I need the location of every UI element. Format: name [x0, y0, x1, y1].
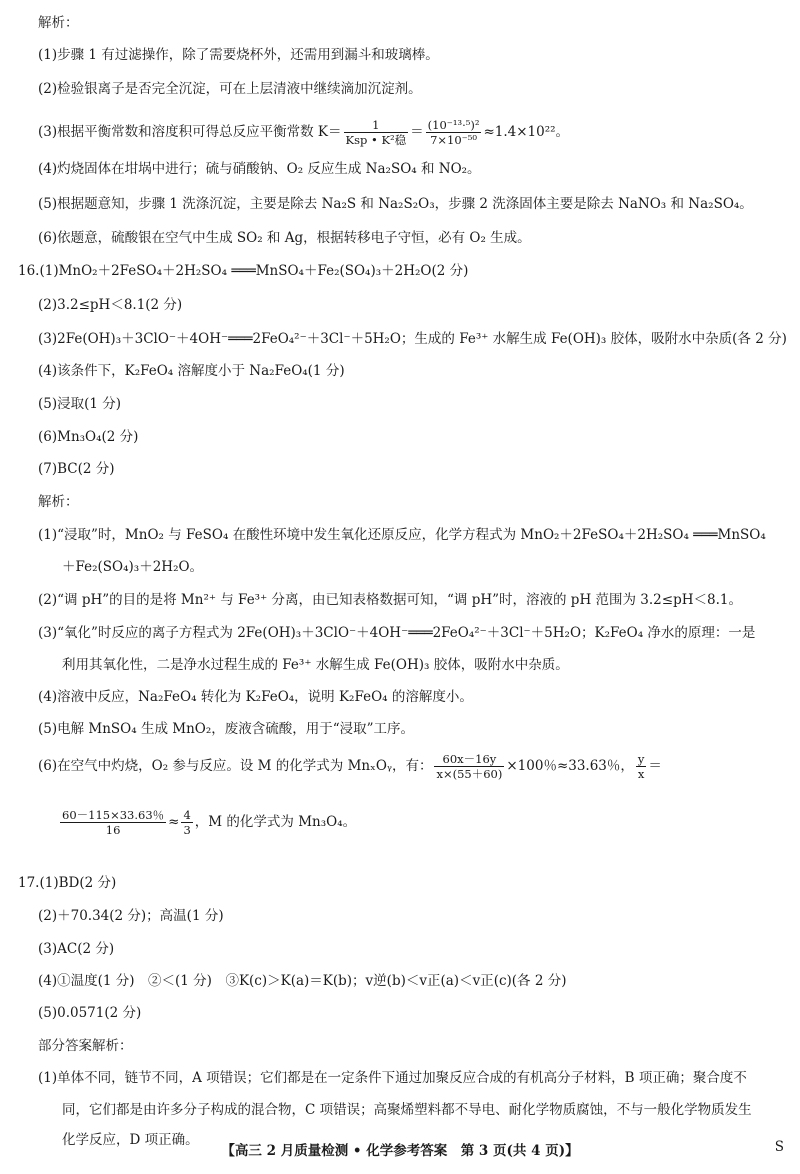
- text-line: (4)该条件下，K₂FeO₄ 溶解度小于 Na₂FeO₄(1 分): [38, 363, 345, 379]
- eq6b-f2-denominator: 3: [183, 823, 191, 837]
- eq3-f1-numerator: 1: [344, 118, 409, 133]
- eq3-suffix: ≈1.4×10²²。: [483, 124, 570, 140]
- eq6-fraction-2: [636, 752, 647, 781]
- eq6-f1-denominator: x×(55＋60): [436, 767, 503, 781]
- eq6b-f2-numerator: 4: [183, 808, 191, 822]
- eq6-fraction-1: [434, 752, 504, 781]
- text-line: 17.(1)BD(2 分): [18, 875, 117, 891]
- text-line: (4)①温度(1 分) ②＜(1 分) ③K(c)＞K(a)＝K(b)；v逆(b)＜v正(a)＜v正(c)(各 2 分): [38, 973, 567, 989]
- text-line: 16.(1)MnO₂＋2FeSO₄＋2H₂SO₄ ═══MnSO₄＋Fe₂(SO₄)₃＋2H₂O(2 分): [18, 263, 469, 279]
- text-line: (6)依题意，硫酸银在空气中生成 SO₂ 和 Ag，根据转移电子守恒，必有 O₂ 生成。: [38, 230, 531, 246]
- analysis-16-6-cont: [58, 808, 356, 837]
- text-line: (3)2Fe(OH)₃＋3ClO⁻＋4OH⁻═══2FeO₄²⁻＋3Cl⁻＋5H₂O；生成的 Fe³⁺ 水解生成 Fe(OH)₃ 胶体，吸附水中杂质(各 2 分): [38, 331, 787, 347]
- eq6-f2-numerator: y: [637, 752, 645, 766]
- text-line: 化学反应，D 项正确。: [62, 1132, 199, 1148]
- eq6-tail: ＝: [648, 758, 662, 774]
- text-line: (2)3.2≤pH＜8.1(2 分): [38, 297, 183, 313]
- text-line: (6)Mn₃O₄(2 分): [38, 429, 139, 445]
- text-line: (4)灼烧固体在坩埚中进行；硫与硝酸钠、O₂ 反应生成 Na₂SO₄ 和 NO₂。: [38, 161, 481, 177]
- text-line: (1)步骤 1 有过滤操作，除了需要烧杯外，还需用到漏斗和玻璃棒。: [38, 47, 439, 63]
- text-line: (7)BC(2 分): [38, 461, 115, 477]
- eq3-f2-denominator: 7×10⁻⁵⁰: [430, 133, 477, 147]
- eq6b-f1-numerator: 60－115×33.63％: [62, 808, 165, 822]
- text-line: (2)＋70.34(2 分)；高温(1 分): [38, 908, 224, 924]
- text-line: (3)AC(2 分): [38, 941, 115, 957]
- text-line: (1)单体不同，链节不同，A 项错误；它们都是在一定条件下通过加聚反应合成的有机高分子材料，B 项正确；聚合度不: [38, 1070, 747, 1086]
- eq6-f1-numerator: 60x－16y: [434, 752, 504, 767]
- analysis-16-6: [38, 752, 662, 781]
- text-line: ＋Fe₂(SO₄)₃＋2H₂O。: [62, 559, 204, 575]
- eq6-middle: ×100％≈33.63％，: [506, 758, 634, 774]
- eq6b-fraction-2: [181, 808, 192, 837]
- eq3-prefix: (3)根据平衡常数和溶度积可得总反应平衡常数 K＝: [38, 124, 342, 140]
- text-line: (3)“氧化”时反应的离子方程式为 2Fe(OH)₃＋3ClO⁻＋4OH⁻═══2FeO₄²⁻＋3Cl⁻＋5H₂O；K₂FeO₄ 净水的原理：一是: [38, 625, 756, 641]
- eq6-prefix: (6)在空气中灼烧，O₂ 参与反应。设 M 的化学式为 MnₓOᵧ，有：: [38, 758, 433, 774]
- page-code: S: [774, 1139, 784, 1155]
- page-footer: 【高三 2 月质量检测 • 化学参考答案 第 3 页(共 4 页)】: [221, 1143, 579, 1159]
- text-line: (5)电解 MnSO₄ 生成 MnO₂，废液含硫酸，用于“浸取”工序。: [38, 721, 415, 737]
- eq3-fraction-1: [344, 118, 409, 147]
- text-line: 部分答案解析：: [38, 1038, 133, 1054]
- eq6-f2-denominator: x: [637, 767, 645, 781]
- eq6b-fraction-1: [60, 808, 166, 837]
- eq3-f1-denominator: Ksp • K²稳: [345, 133, 407, 147]
- text-line: (1)“浸取”时，MnO₂ 与 FeSO₄ 在酸性环境中发生氧化还原反应，化学方程式为 MnO₂＋2FeSO₄＋2H₂SO₄ ═══MnSO₄: [38, 527, 766, 543]
- text-line: 解析：: [38, 15, 79, 31]
- text-line: (4)溶液中反应，Na₂FeO₄ 转化为 K₂FeO₄，说明 K₂FeO₄ 的溶解度小。: [38, 689, 473, 705]
- analysis-15-3: [38, 118, 569, 147]
- text-line: (2)检验银离子是否完全沉淀，可在上层清液中继续滴加沉淀剂。: [38, 81, 422, 97]
- text-line: (2)“调 pH”的目的是将 Mn²⁺ 与 Fe³⁺ 分离，由已知表格数据可知，“调 pH”时，溶液的 pH 范围为 3.2≤pH＜8.1。: [38, 592, 742, 608]
- eq6b-suffix: ，M 的化学式为 Mn₃O₄。: [194, 814, 357, 830]
- eq6b-f1-denominator: 16: [105, 823, 121, 837]
- eq3-fraction-2: [426, 118, 482, 147]
- text-line: (5)浸取(1 分): [38, 396, 122, 412]
- eq3-equals: ＝: [410, 124, 424, 140]
- eq6b-approx: ≈: [168, 814, 180, 830]
- text-line: 同，它们都是由许多分子构成的混合物，C 项错误；高聚烯塑料都不导电、耐化学物质腐蚀，不与一般化学物质发生: [62, 1102, 752, 1118]
- text-line: (5)根据题意知，步骤 1 洗涤沉淀，主要是除去 Na₂S 和 Na₂S₂O₃，步骤 2 洗涤固体主要是除去 NaNO₃ 和 Na₂SO₄。: [38, 196, 753, 212]
- text-line: (5)0.0571(2 分): [38, 1005, 142, 1021]
- text-line: 利用其氧化性，二是净水过程生成的 Fe³⁺ 水解生成 Fe(OH)₃ 胶体，吸附水中杂质。: [62, 657, 569, 673]
- text-line: 解析：: [38, 494, 79, 510]
- eq3-f2-numerator: (10⁻¹³·⁵)²: [427, 118, 480, 132]
